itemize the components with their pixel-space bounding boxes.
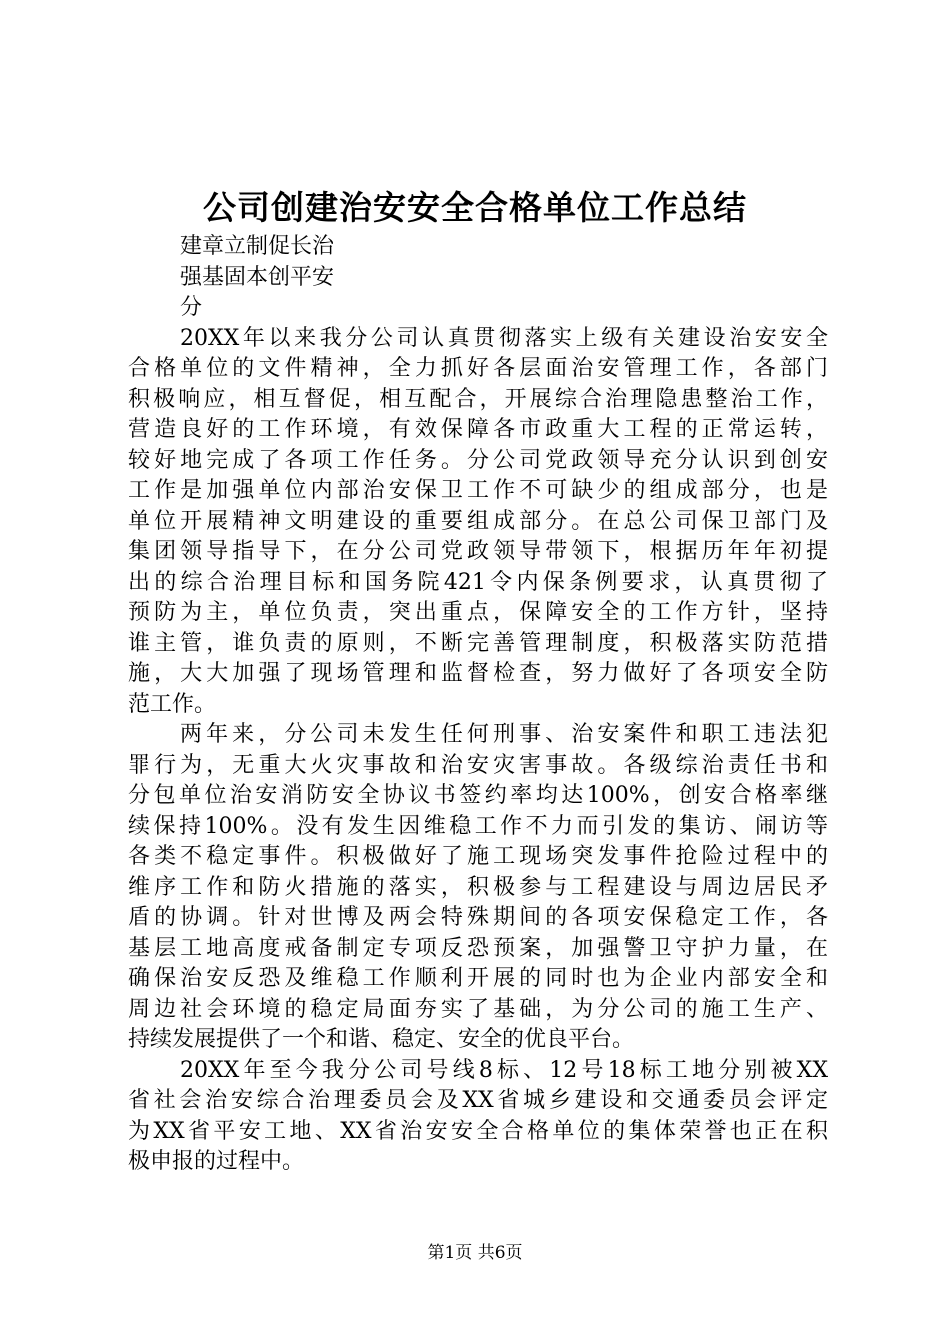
text-line: 极申报的过程中。 bbox=[128, 1149, 305, 1174]
text-line: 20XX年以来我分公司认真贯彻落实上级有关建设治安安全 bbox=[180, 325, 828, 351]
text-line: 合格单位的文件精神，全力抓好各层面治安管理工作，各部门 bbox=[128, 356, 828, 381]
text-line: 营造良好的工作环境，有效保障各市政重大工程的正常运转， bbox=[128, 417, 828, 442]
text-line: 预防为主，单位负责，突出重点，保障安全的工作方针，坚持 bbox=[128, 600, 828, 625]
text-line: 工作是加强单位内部治安保卫工作不可缺少的组成部分，也是 bbox=[128, 478, 828, 503]
text-line: 盾的协调。针对世博及两会特殊期间的各项安保稳定工作，各 bbox=[128, 905, 828, 930]
text-line: 单位开展精神文明建设的重要组成部分。在总公司保卫部门及 bbox=[128, 508, 828, 534]
text-line: 两年来，分公司未发生任何刑事、治安案件和职工违法犯 bbox=[180, 722, 828, 747]
text-line: 较好地完成了各项工作任务。分公司党政领导充分认识到创安 bbox=[128, 447, 828, 473]
text-line: 积极响应，相互督促，相互配合，开展综合治理隐患整治工作， bbox=[128, 386, 828, 412]
document-body bbox=[128, 232, 828, 1178]
text-line: 20XX年至今我分公司号线8标、12号18标工地分别被XX bbox=[180, 1057, 828, 1083]
text-line: 建章立制促长治 bbox=[180, 234, 335, 259]
text-line: 罪行为，无重大火灾事故和治安灾害事故。各级综治责任书和 bbox=[128, 752, 828, 778]
text-line: 维序工作和防火措施的落实，积极参与工程建设与周边居民矛 bbox=[128, 874, 828, 900]
text-line: 分包单位治安消防安全协议书签约率均达100%，创安合格率继 bbox=[128, 783, 828, 808]
text-line: 分 bbox=[180, 295, 203, 320]
document-title: 公司创建治安安全合格单位工作总结 bbox=[203, 188, 747, 227]
text-line: 基层工地高度戒备制定专项反恐预案，加强警卫守护力量，在 bbox=[128, 935, 828, 961]
text-line: 集团领导指导下，在分公司党政领导带领下，根据历年年初提 bbox=[128, 539, 828, 564]
text-line: 施，大大加强了现场管理和监督检查，努力做好了各项安全防 bbox=[128, 661, 828, 686]
text-line: 谁主管，谁负责的原则，不断完善管理制度，积极落实防范措 bbox=[128, 630, 828, 656]
text-line: 强基固本创平安 bbox=[180, 264, 335, 290]
page-footer: 第1页 共6页 bbox=[427, 1243, 523, 1263]
text-line: 省社会治安综合治理委员会及XX省城乡建设和交通委员会评定 bbox=[128, 1088, 828, 1113]
text-line: 范工作。 bbox=[128, 691, 217, 717]
text-line: 为XX省平安工地、XX省治安安全合格单位的集体荣誉也正在积 bbox=[128, 1118, 828, 1144]
text-line: 周边社会环境的稳定局面夯实了基础，为分公司的施工生产、 bbox=[128, 996, 828, 1022]
text-line: 各类不稳定事件。积极做好了施工现场突发事件抢险过程中的 bbox=[128, 844, 828, 869]
text-line: 续保持100%。没有发生因维稳工作不力而引发的集访、闹访等 bbox=[128, 813, 828, 839]
text-line: 确保治安反恐及维稳工作顺利开展的同时也为企业内部安全和 bbox=[128, 966, 828, 991]
text-line: 持续发展提供了一个和谐、稳定、安全的优良平台。 bbox=[128, 1027, 635, 1052]
text-line: 出的综合治理目标和国务院421令内保条例要求，认真贯彻了 bbox=[128, 569, 828, 595]
